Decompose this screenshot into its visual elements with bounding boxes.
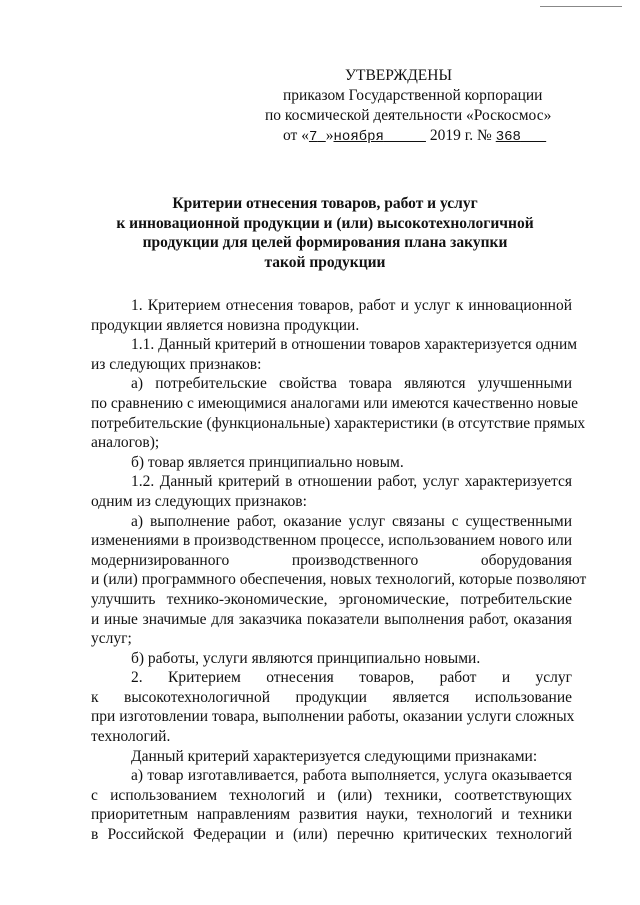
paragraph-1-2-a	[91, 512, 587, 649]
paragraph-line: улучшить технико-экономические, эргономические, потребительские	[91, 590, 572, 608]
paragraph-line: из следующих признаков:	[91, 355, 262, 373]
paragraph-line-spread	[91, 551, 572, 571]
title-line-4: такой продукции	[264, 253, 386, 271]
title-line-1: Критерии отнесения товаров, работ и услуг	[172, 195, 478, 212]
paragraph-line: а) выполнение работ, оказание услуг связаны с существенными	[131, 512, 572, 530]
date-day: 7	[308, 129, 318, 145]
paragraph-line: а) товар изготавливается, работа выполняется, услуга оказывается	[131, 767, 572, 785]
approval-line-2: по космической деятельности «Роскосмос»	[265, 107, 552, 124]
paragraph-line: 1.2. Данный критерий в отношении работ, услуг характеризуется	[131, 473, 572, 491]
paragraph-line: при изготовлении товара, выполнении работы, оказании услуги сложных	[91, 708, 575, 726]
date-year: 2019 г. №	[429, 127, 492, 144]
approval-line-1: приказом Государственной корпорации	[283, 87, 543, 104]
approval-title: УТВЕРЖДЕНЫ	[345, 67, 452, 84]
paragraph-1-2	[91, 472, 572, 511]
approval-date-line	[283, 126, 546, 147]
paragraph-line: потребительские (функциональные) характеристики (в отсутствие прямых	[91, 414, 586, 432]
paragraph-line: 1.1. Данный критерий в отношении товаров характеризуется одним	[131, 336, 578, 354]
document-body	[91, 296, 587, 845]
paragraph-line: по сравнению с имеющимися аналогами или имеются качественно новые	[91, 394, 579, 412]
paragraph-line: приоритетным направлениям развития науки, технологий и техники	[91, 806, 572, 824]
paragraph-2-a	[91, 766, 572, 844]
paragraph-2	[91, 668, 575, 746]
title-line-3: продукции для целей формирования плана закупки	[142, 234, 508, 251]
paragraph-line: б) работы, услуги являются принципиально новыми.	[131, 649, 481, 667]
paragraph-2-intro	[91, 747, 572, 767]
paragraph-line: 2. Критерием отнесения товаров, работ и услуг	[131, 669, 572, 687]
paragraph-line: Данный критерий характеризуется следующими признаками:	[131, 747, 538, 765]
word: производственного	[291, 551, 419, 569]
paragraph-line: в Российской Федерации и (или) перечню критических технологий	[91, 826, 572, 844]
paragraph-line: и (или) программного обеспечения, новых технологий, которые позволяют	[91, 571, 587, 589]
date-prefix: от «	[283, 127, 309, 144]
paragraph-1-1-a	[91, 374, 586, 452]
date-month-separator: »	[325, 127, 334, 144]
paragraph-line: услуг;	[91, 630, 132, 648]
header-rule	[540, 6, 622, 7]
paragraph-line: аналогов);	[91, 434, 160, 452]
paragraph-1	[91, 296, 572, 335]
paragraph-1-1-b	[91, 453, 572, 473]
paragraph-line: 1. Критерием отнесения товаров, работ и услуг к инновационной	[131, 297, 572, 314]
paragraph-1-1	[91, 335, 578, 374]
paragraph-1-2-b	[91, 649, 572, 669]
paragraph-line: а) потребительские свойства товара являются улучшенными	[131, 375, 572, 393]
document-title	[80, 194, 570, 272]
paragraph-line: с использованием технологий и (или) техники, соответствующих	[91, 786, 572, 804]
word: оборудования	[480, 551, 572, 569]
paragraph-line: б) товар является принципиально новым.	[131, 453, 404, 471]
date-month: ноября	[333, 129, 384, 145]
paragraph-line: к высокотехнологичной продукции является использование	[91, 688, 572, 706]
paragraph-line: продукции является новизна продукции.	[91, 316, 360, 334]
paragraph-line: и иные значимые для заказчика показатели выполнения работ, оказания	[91, 610, 572, 628]
order-number: 368	[495, 129, 521, 145]
word: модернизированного	[91, 551, 230, 569]
title-line-2: к инновационной продукции и (или) высокотехнологичной	[116, 214, 534, 232]
paragraph-line: одним из следующих признаков:	[91, 492, 307, 510]
paragraph-line: изменениями в производственном процессе, использованием нового или	[91, 532, 572, 550]
paragraph-line: технологий.	[91, 728, 171, 746]
